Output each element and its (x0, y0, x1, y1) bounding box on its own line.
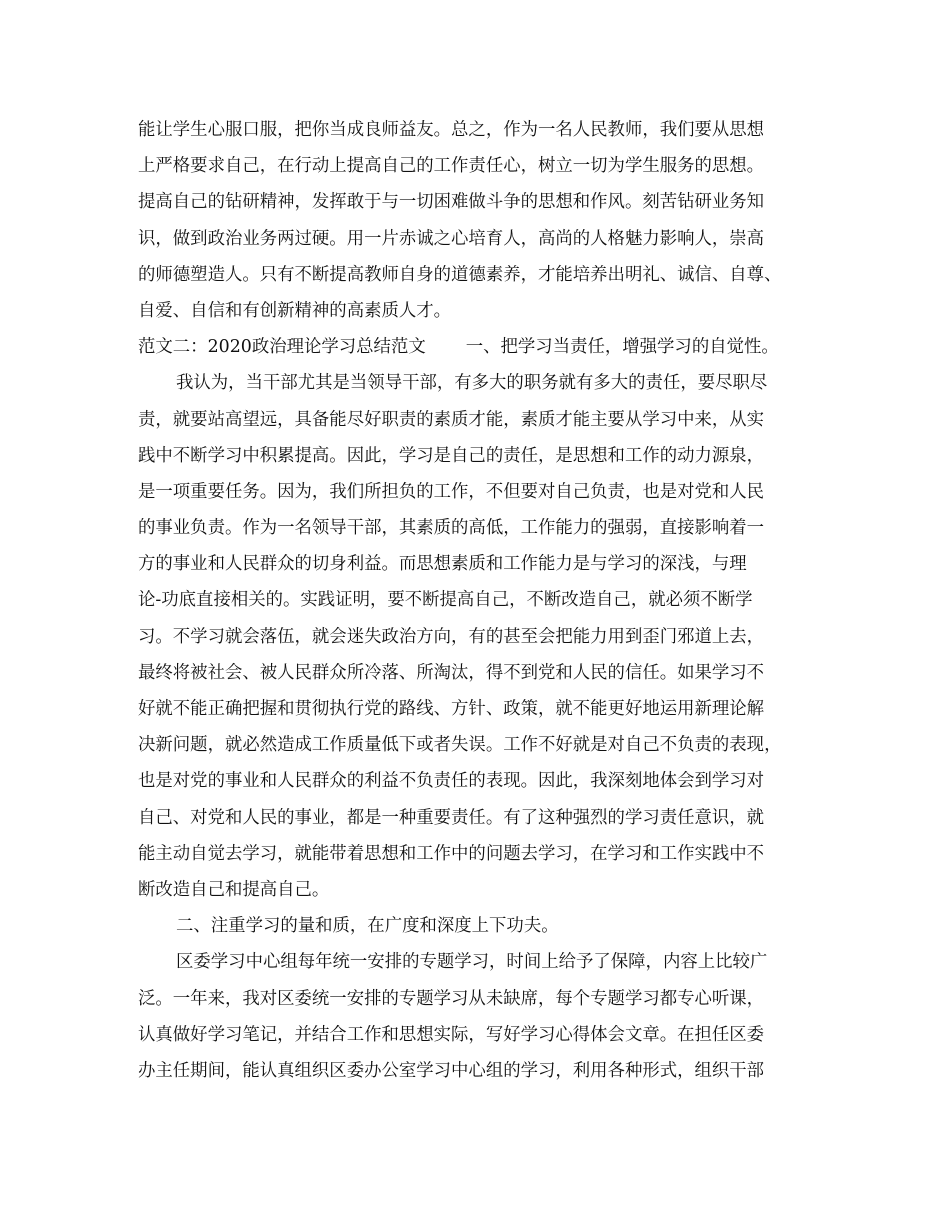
text-line-16: 最终将被社会、被人民群众所冷落、所淘汰，得不到党和人民的信任。如果学习不 (138, 662, 765, 683)
text-line-14: 论-功底直接相关的。实践证明，要不断提高自己，不断改造自己，就必须不断学 (138, 590, 753, 611)
section-title-line (138, 329, 808, 365)
text-line-10: 践中不断学习中积累提高。因此，学习是自己的责任，是思想和工作的动力源泉， (138, 445, 765, 466)
text-line-24: 区委学习中心组每年统一安排的专题学习，时间上给予了保障，内容上比较广 (176, 952, 768, 973)
text-line-4: 识，做到政治业务两过硬。用一片赤诚之心培育人，高尚的人格魅力影响人，崇高 (138, 228, 765, 249)
text-line-2: 上严格要求自己，在行动上提高自己的工作责任心，树立一切为学生服务的思想。 (138, 156, 765, 177)
text-line-15: 习。不学习就会落伍，就会迷失政治方向，有的甚至会把能力用到歪门邪道上去， (138, 626, 765, 647)
text-line-8: 我认为，当干部尤其是当领导干部，有多大的职务就有多大的责任，要尽职尽 (176, 373, 768, 394)
text-line-18: 决新问题，就必然造成工作质量低下或者失误。工作不好就是对自己不负责的表现， (138, 735, 782, 756)
text-line-1: 能让学生心服口服，把你当成良师益友。总之，作为一名人民教师，我们要从思想 (138, 120, 765, 140)
text-line-5: 的师德塑造人。只有不断提高教师自身的道德素养，才能培养出明礼、诚信、自尊、 (138, 264, 782, 285)
text-line-17: 好就不能正确把握和贯彻执行党的路线、方针、政策，就不能更好地运用新理论解 (138, 699, 765, 719)
text-line-27: 办主任期间，能认真组织区委办公室学习中心组的学习，利用各种形式，组织干部 (138, 1060, 765, 1081)
text-line-19: 也是对党的事业和人民群众的利益不负责任的表现。因此，我深刻地体会到学习对 (138, 771, 765, 792)
text-line-21: 能主动自觉去学习，就能带着思想和工作中的问题去学习，在学习和工作实践中不 (138, 843, 765, 864)
text-line-11: 是一项重要任务。因为，我们所担负的工作，不但要对自己负责，也是对党和人民 (138, 481, 765, 502)
text-line-20: 自己、对党和人民的事业，都是一种重要责任。有了这种强烈的学习责任意识，就 (138, 807, 765, 828)
text-line-25: 泛。一年来，我对区委统一安排的专题学习从未缺席，每个专题学习都专心听课， (138, 988, 765, 1009)
text-line-6: 自爱、自信和有创新精神的高素质人才。 (138, 300, 452, 321)
text-line-26: 认真做好学习笔记，并结合工作和思想实际，写好学习心得体会文章。在担任区委 (138, 1024, 765, 1045)
text-line-13: 方的事业和人民群众的切身利益。而思想素质和工作能力是与学习的深浅，与理 (138, 554, 747, 575)
text-line-12: 的事业负责。作为一名领导干部，其素质的高低，工作能力的强弱，直接影响着一 (138, 518, 765, 539)
text-line-3: 提高自己的钻研精神，发挥敢于与一切困难做斗争的思想和作风。刻苦钻研业务知 (138, 192, 765, 213)
text-line-9: 责，就要站高望远，具备能尽好职责的素质才能，素质才能主要从学习中来，从实 (138, 409, 765, 430)
subsection-heading-1: 一、把学习当责任，增强学习的自觉性。 (465, 337, 779, 358)
document-body (138, 112, 808, 1089)
text-line-22: 断改造自己和提高自己。 (138, 879, 330, 900)
subsection-heading-2: 二、注重学习的量和质，在广度和深度上下功夫。 (176, 916, 559, 937)
section-title: 范文二：2020政治理论学习总结范文 (138, 337, 426, 358)
